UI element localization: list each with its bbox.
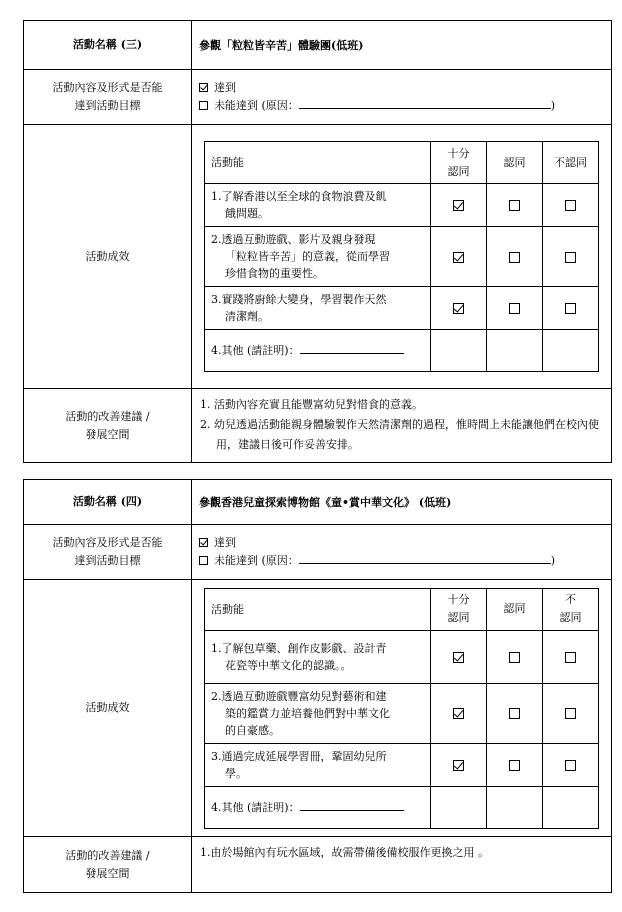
- row-line1: 2.透過互動遊戲豐富幼兒對藝術和建: [211, 689, 387, 703]
- checked-checkbox-icon[interactable]: [453, 303, 464, 314]
- suggestion-item: 1.由於場館內有玩水區域，故需帶備後備校服作更換之用 。: [200, 846, 489, 859]
- header-strongly-agree: [431, 142, 487, 184]
- goal-label-line2: 達到活動目標: [74, 99, 141, 112]
- other-blank[interactable]: [300, 342, 404, 354]
- table-row: [205, 683, 599, 743]
- goal-options: [192, 70, 612, 125]
- checked-checkbox-icon[interactable]: [453, 652, 464, 663]
- header-activity: 活動能: [205, 588, 431, 630]
- activity-name-label: 活動名稱 (三): [24, 21, 192, 70]
- row-description: [205, 630, 431, 683]
- checked-checkbox-icon[interactable]: [199, 83, 208, 92]
- activity-name-value: 參觀香港兒童探索博物館《童•賞中華文化》 (低班): [192, 480, 612, 525]
- outcome-cell: [192, 580, 612, 837]
- improve-label-line1: 活動的改善建議 /: [65, 848, 150, 862]
- row-line2: 餓問題。: [225, 207, 269, 220]
- checked-checkbox-icon[interactable]: [453, 252, 464, 263]
- activity-name-value: 參觀「粒粒皆辛苦」體驗團(低班): [192, 21, 612, 70]
- suggestion-item: 2. 幼兒透過活動能親身體驗製作天然清潔劑的過程，惟時間上未能讓他們在校內使用，建議日後可作妥善安排。: [200, 418, 599, 451]
- empty-checkbox-icon[interactable]: [565, 200, 576, 211]
- option-not-reached-label: 未能達到 (原因：: [214, 99, 299, 112]
- suggestions: [192, 837, 612, 893]
- outcome-label: 活動成效: [24, 125, 192, 389]
- row-line3: 的自豪感。: [225, 723, 280, 737]
- row-line2: 花瓷等中華文化的認識。。: [225, 658, 352, 672]
- activity-table-3: [23, 20, 612, 463]
- outcome-rating-table: [204, 588, 599, 829]
- row-other: [205, 786, 431, 828]
- row-line1: 1.了解香港以至全球的食物浪費及飢: [211, 190, 387, 203]
- option-reached[interactable]: [199, 79, 611, 97]
- option-reached[interactable]: [199, 534, 611, 552]
- header-activity: 活動能: [205, 142, 431, 184]
- header-disagree-l1: 不: [565, 593, 576, 606]
- empty-checkbox-icon[interactable]: [509, 652, 520, 663]
- other-label: 4.其他 (請註明)：: [211, 344, 300, 357]
- outcome-label: 活動成效: [24, 580, 192, 837]
- header-strongly-agree: [431, 588, 487, 630]
- row-line2: 「粒粒皆辛苦」的意義，從而學習: [225, 250, 390, 263]
- goal-label-line2: 達到活動目標: [74, 554, 141, 567]
- option-reached-label: 達到: [214, 81, 236, 94]
- goal-label-line1: 活動內容及形式是否能: [52, 81, 163, 94]
- improve-label-line1: 活動的改善建議 /: [65, 409, 150, 423]
- header-disagree-l2: 認同: [559, 611, 582, 624]
- empty-checkbox-icon[interactable]: [199, 101, 208, 110]
- row-other: [205, 330, 431, 372]
- empty-checkbox-icon[interactable]: [565, 252, 576, 263]
- empty-checkbox-icon[interactable]: [565, 652, 576, 663]
- header-disagree: 不認同: [543, 142, 599, 184]
- option-close-paren: ): [550, 99, 556, 112]
- row-line1: 3.實踐將廚餘大變身，學習製作天然: [211, 293, 387, 306]
- improve-label: [24, 389, 192, 463]
- row-description: [205, 287, 431, 330]
- table-row: [205, 287, 599, 330]
- header-strong-l1: 十分: [447, 146, 470, 160]
- goal-label: [24, 525, 192, 580]
- empty-checkbox-icon[interactable]: [509, 708, 520, 719]
- other-blank[interactable]: [300, 799, 404, 811]
- goal-options: [192, 525, 612, 580]
- improve-label: [24, 837, 192, 893]
- empty-checkbox-icon[interactable]: [509, 760, 520, 771]
- header-strong-l1: 十分: [447, 593, 470, 606]
- row-line2: 清潔劑。: [225, 310, 269, 323]
- header-strong-l2: 認同: [447, 164, 470, 178]
- empty-checkbox-icon[interactable]: [199, 556, 208, 565]
- improve-label-line2: 發展空間: [85, 866, 130, 880]
- row-description: [205, 227, 431, 287]
- header-strong-l2: 認同: [447, 611, 470, 624]
- option-reached-label: 達到: [214, 536, 236, 549]
- checked-checkbox-icon[interactable]: [453, 708, 464, 719]
- row-line1: 3.通過完成延展學習冊，鞏固幼兒所: [211, 749, 387, 763]
- table-row: [205, 743, 599, 786]
- checked-checkbox-icon[interactable]: [453, 200, 464, 211]
- row-line2: 學。: [225, 766, 247, 780]
- option-not-reached[interactable]: [199, 97, 611, 115]
- table-row: [205, 786, 599, 828]
- checked-checkbox-icon[interactable]: [453, 760, 464, 771]
- activity-table-4: [23, 479, 612, 893]
- empty-checkbox-icon[interactable]: [509, 252, 520, 263]
- activity-name-label: 活動名稱 (四): [24, 480, 192, 525]
- option-not-reached-label: 未能達到 (原因：: [214, 554, 299, 567]
- suggestions: [192, 389, 612, 463]
- empty-checkbox-icon[interactable]: [565, 708, 576, 719]
- empty-checkbox-icon[interactable]: [565, 760, 576, 771]
- empty-checkbox-icon[interactable]: [509, 200, 520, 211]
- row-line1: 2.透過互動遊戲、影片及親身發現: [211, 233, 376, 246]
- header-disagree: [543, 588, 599, 630]
- empty-checkbox-icon[interactable]: [565, 303, 576, 314]
- row-description: [205, 683, 431, 743]
- row-line2: 築的鑑賞力並培養他們對中華文化: [225, 706, 390, 720]
- row-description: [205, 184, 431, 227]
- other-label: 4.其他 (請註明)：: [211, 800, 300, 814]
- table-row: [205, 227, 599, 287]
- table-row: [205, 630, 599, 683]
- header-agree: 認同: [487, 142, 543, 184]
- table-row: [205, 184, 599, 227]
- header-agree: 認同: [487, 588, 543, 630]
- row-line1: 1.了解包草藥、創作皮影戲、設計青: [211, 641, 387, 655]
- suggestion-item: 1. 活動內容充實且能豐富幼兒對惜食的意義。: [200, 398, 423, 411]
- reason-blank[interactable]: [299, 552, 551, 564]
- outcome-rating-table: [204, 141, 599, 372]
- goal-label-line1: 活動內容及形式是否能: [52, 536, 163, 549]
- improve-label-line2: 發展空間: [85, 427, 130, 441]
- empty-checkbox-icon[interactable]: [509, 303, 520, 314]
- goal-label: [24, 70, 192, 125]
- row-description: [205, 743, 431, 786]
- outcome-cell: [192, 125, 612, 389]
- table-row: [205, 330, 599, 372]
- row-line3: 珍惜食物的重要性。: [225, 267, 324, 280]
- option-close-paren: ): [550, 554, 556, 567]
- checked-checkbox-icon[interactable]: [199, 538, 208, 547]
- option-not-reached[interactable]: [199, 552, 611, 570]
- reason-blank[interactable]: [299, 97, 551, 109]
